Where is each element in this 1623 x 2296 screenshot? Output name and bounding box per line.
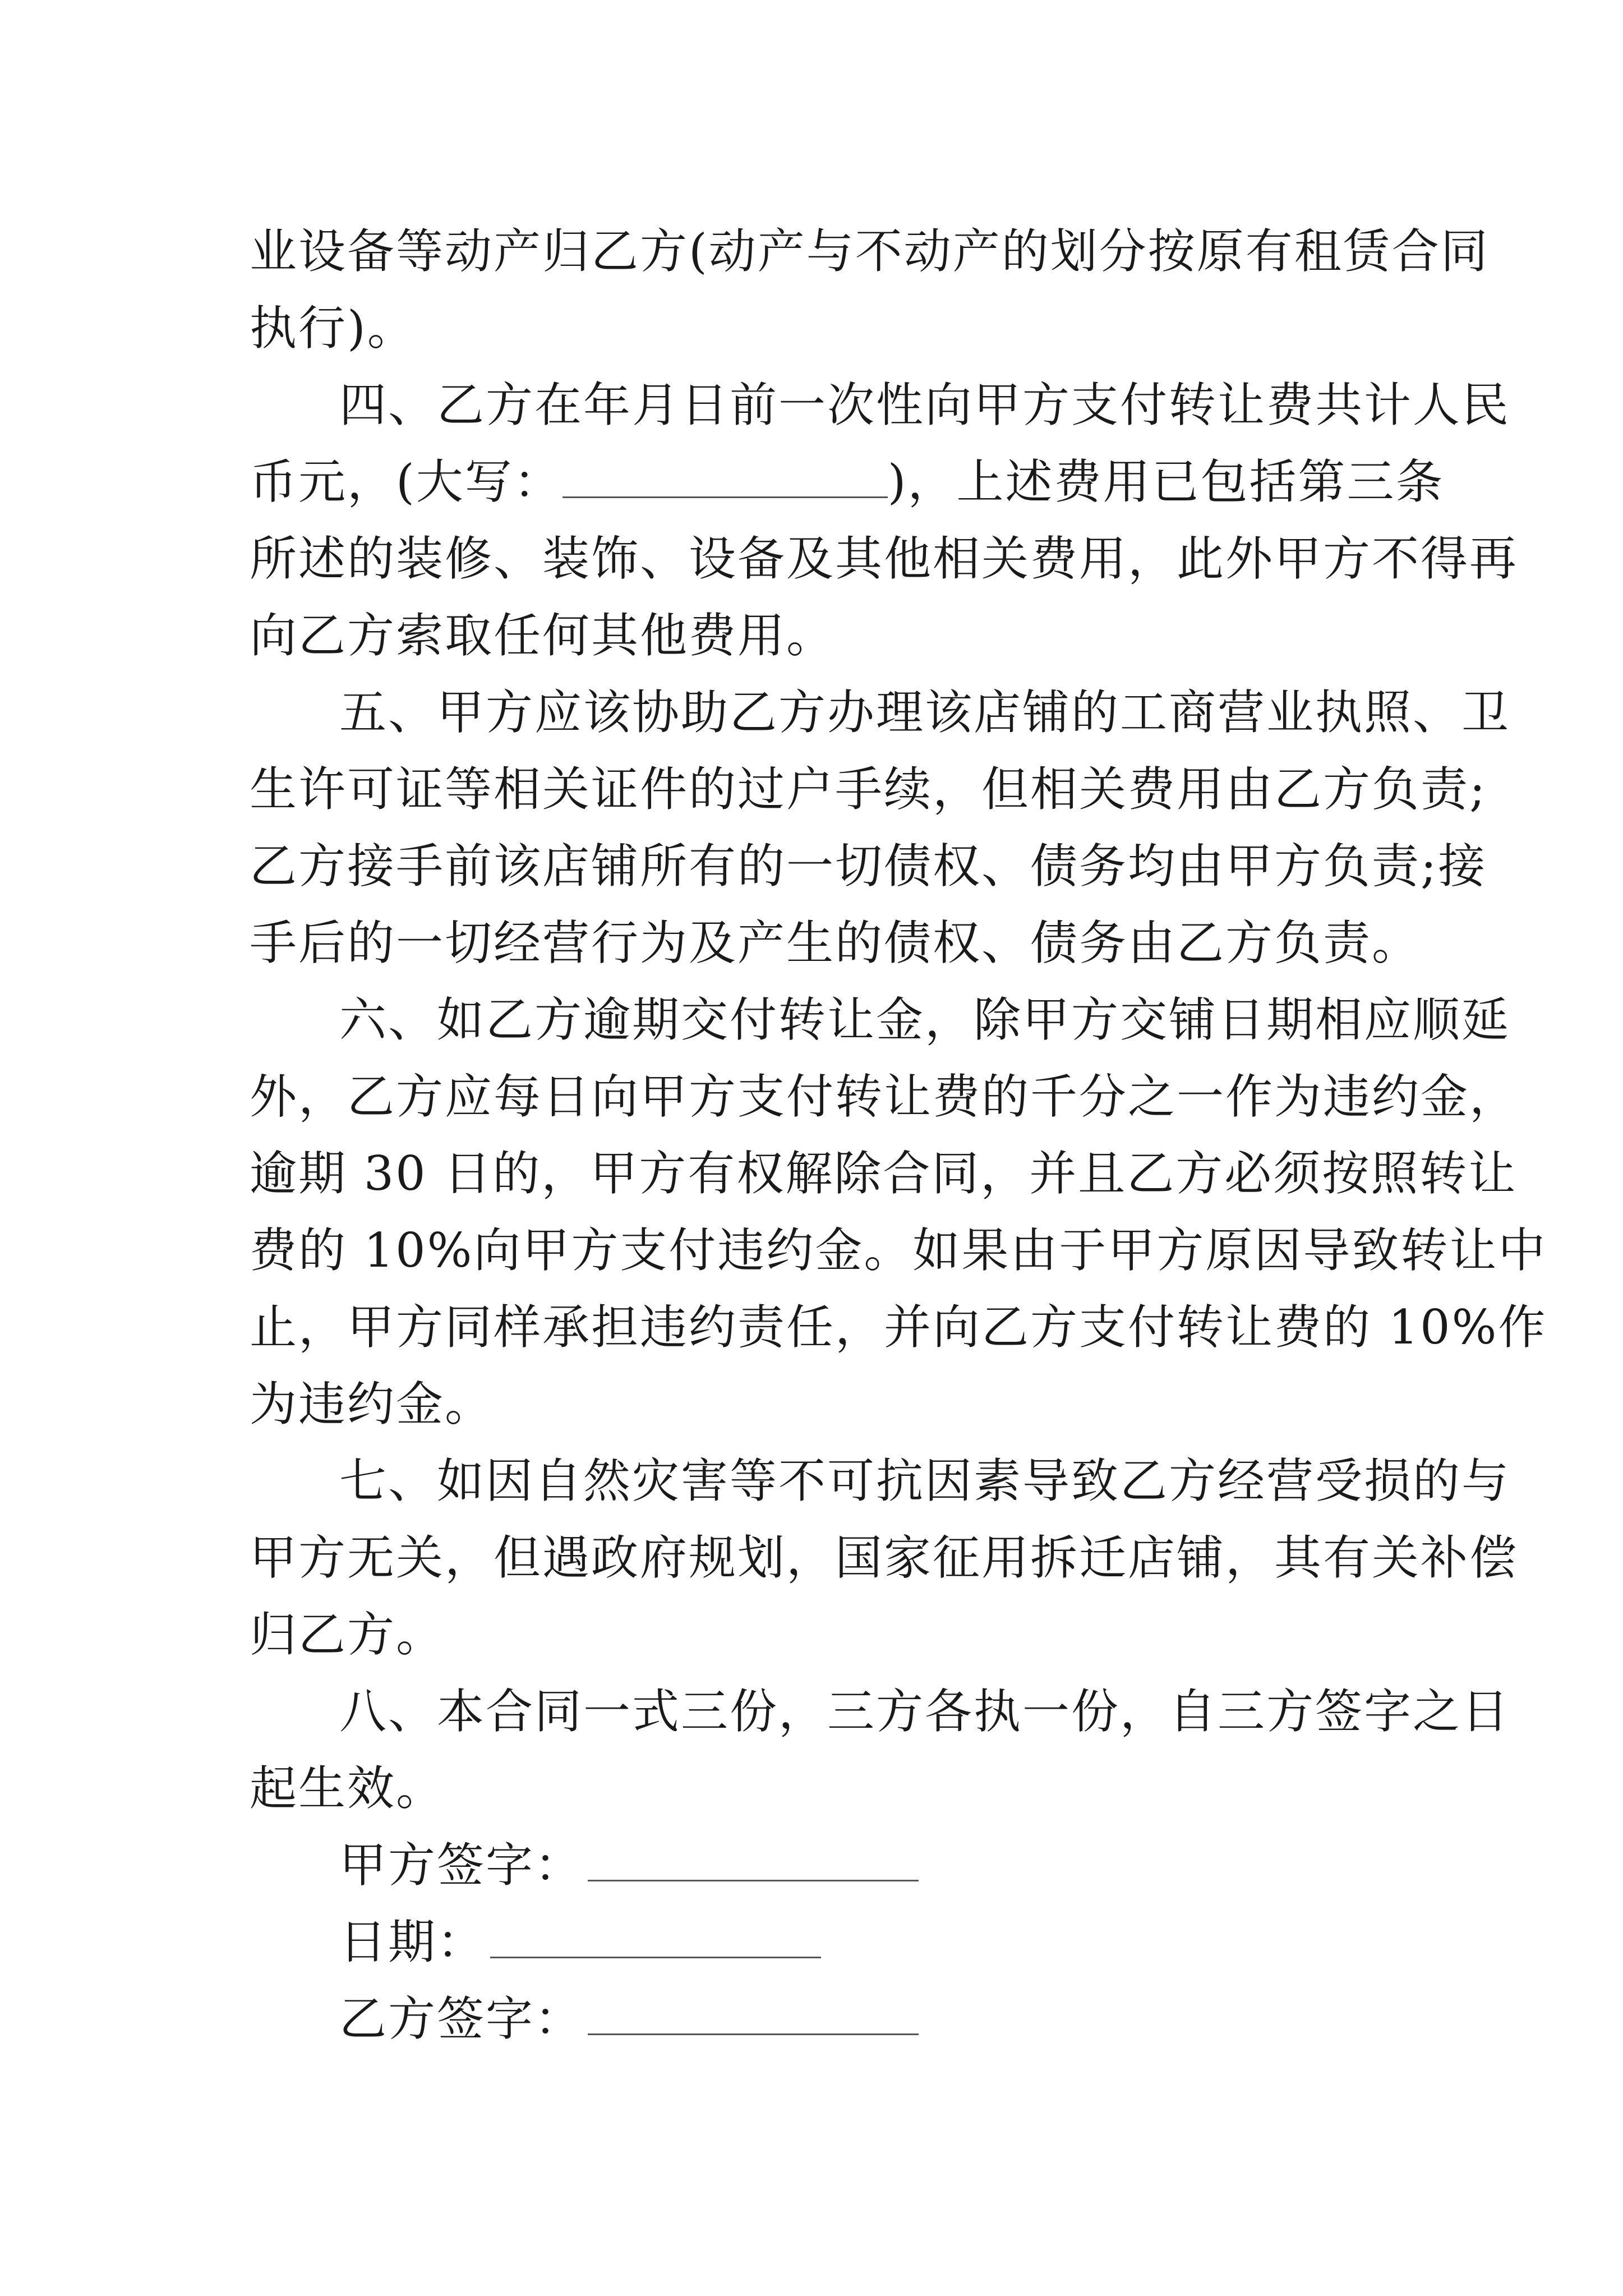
amount-in-words-blank[interactable] xyxy=(562,457,888,498)
paragraph-4-line-1: 四、乙方在年月日前一次性向甲方支付转让费共计人民 xyxy=(339,378,1511,432)
party-a-signature-label: 甲方签字： xyxy=(339,1838,584,1893)
date-row xyxy=(250,1904,1388,1981)
paragraph-5-line-4: 手后的一切经营行为及产生的债权、债务由乙方负责。 xyxy=(250,915,1421,970)
paragraph-7-line-3: 归乙方。 xyxy=(250,1607,445,1662)
paragraph-6-line-4: 费的 10%向甲方支付违约金。如果由于甲方原因导致转让中 xyxy=(250,1223,1547,1278)
paragraph-4-line-3: 所述的装修、装饰、设备及其他相关费用，此外甲方不得再 xyxy=(250,531,1519,586)
paragraph-7-line-1: 七、如因自然灾害等不可抗因素导致乙方经营受损的与 xyxy=(339,1453,1511,1508)
contract-page xyxy=(250,213,1547,2058)
paragraph-6-line-5: 止，甲方同样承担违约责任，并向乙方支付转让费的 10%作 xyxy=(250,1300,1547,1355)
party-b-signature-row xyxy=(250,1981,1388,2058)
paragraph-4-line-4: 向乙方索取任何其他费用。 xyxy=(250,608,836,663)
paragraph-3-line-2: 执行)。 xyxy=(250,301,416,356)
paragraph-6-line-2: 外，乙方应每日向甲方支付转让费的千分之一作为违约金， xyxy=(250,1069,1519,1124)
paragraph-4-amount-suffix: )，上述费用已包括第三条 xyxy=(887,454,1445,509)
paragraph-8-line-2: 起生效。 xyxy=(250,1761,445,1816)
paragraph-4-line-2 xyxy=(250,444,1445,521)
paragraph-8-line-1: 八、本合同一式三份，三方各执一份，自三方签字之日 xyxy=(339,1684,1511,1739)
paragraph-6-line-6: 为违约金。 xyxy=(250,1377,494,1432)
paragraph-5-line-3: 乙方接手前该店铺所有的一切债权、债务均由甲方负责;接 xyxy=(250,839,1487,894)
party-a-signature-row xyxy=(250,1827,1388,1904)
paragraph-6-line-3: 逾期 30 日的，甲方有权解除合同，并且乙方必须按照转让 xyxy=(250,1146,1518,1201)
paragraph-7-line-2: 甲方无关，但遇政府规划，国家征用拆迁店铺，其有关补偿 xyxy=(250,1530,1519,1585)
party-b-signature-field[interactable] xyxy=(588,1994,919,2035)
paragraph-3-line-1: 业设备等动产归乙方(动产与不动产的划分按原有租赁合同 xyxy=(250,224,1490,279)
paragraph-4-amount-prefix: 币元，(大写： xyxy=(250,454,562,509)
paragraph-5-line-2: 生许可证等相关证件的过户手续，但相关费用由乙方负责; xyxy=(250,762,1487,817)
paragraph-6-line-1: 六、如乙方逾期交付转让金，除甲方交铺日期相应顺延 xyxy=(339,992,1511,1047)
party-b-signature-label: 乙方签字： xyxy=(339,1991,584,2046)
paragraph-5-line-1: 五、甲方应该协助乙方办理该店铺的工商营业执照、卫 xyxy=(339,685,1511,740)
date-field[interactable] xyxy=(490,1917,821,1958)
party-a-signature-field[interactable] xyxy=(588,1841,919,1881)
date-label: 日期： xyxy=(339,1915,486,1970)
